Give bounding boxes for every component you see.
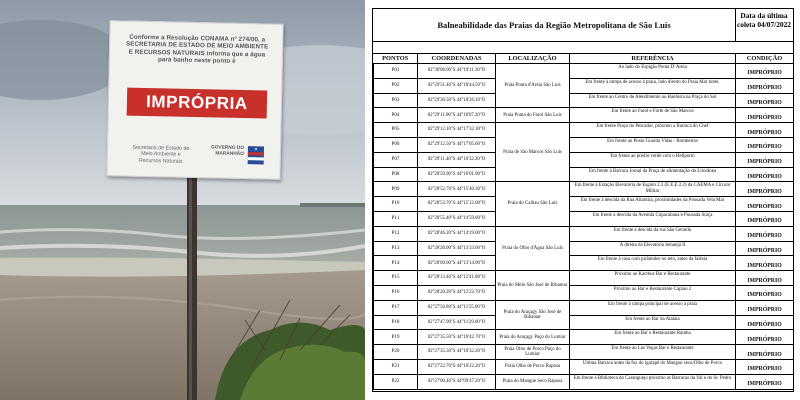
reference-cell: Em frente ao Farol e Forte de São Marcos xyxy=(570,108,736,123)
point-cell: P19 xyxy=(374,330,418,345)
point-cell: P22 xyxy=(374,374,418,389)
condition-cell: IMPRÓPRIO xyxy=(736,137,794,152)
coordinates-cell: 02°27'22.70"S 44°10'22.20"O xyxy=(418,359,496,374)
condition-cell: IMPRÓPRIO xyxy=(736,197,794,212)
coordinates-cell: 02°28'13.40"S 44°12'41.80"O xyxy=(418,271,496,286)
location-cell: Praia Olho de Porco Raposa xyxy=(496,359,570,374)
table-row xyxy=(374,330,794,345)
condition-cell: IMPRÓPRIO xyxy=(736,359,794,374)
coordinates-cell: 02°28'20.00"S 44°13'33.60"O xyxy=(418,241,496,256)
coordinates-cell: 02°27'50.80"S 44°11'55.00"O xyxy=(418,300,496,315)
reference-cell: Em frente à descida da Avenida Copacabana e Pousada Suíça xyxy=(570,211,736,226)
coordinates-cell: 02°27'35.50"S 44°10'42.70"O xyxy=(418,330,496,345)
coordinates-cell: 02°28'00.00"S 44°13'14.90"O xyxy=(418,256,496,271)
government-logo xyxy=(206,141,267,168)
location-cell: Praia do Meio São José de Ribamar xyxy=(496,271,570,301)
location-cell: Praia Olho de Porco Paço do Lumiar xyxy=(496,345,570,360)
reference-cell: Em frente ao Centro de Atendimento ao Banhista na Praça do Sol xyxy=(570,93,736,108)
table-header-row xyxy=(374,54,794,64)
point-cell: P08 xyxy=(374,167,418,182)
coordinates-cell: 02°29'12.50"S 44°17'05.60"O xyxy=(418,137,496,152)
last-collection-date: Data da última coleta 04/07/2022 xyxy=(737,11,791,29)
reference-cell: Em frente ao Las Vegas Bar e Restaurante xyxy=(570,345,736,360)
point-cell: P05 xyxy=(374,123,418,138)
table-row xyxy=(374,152,794,167)
point-cell: P12 xyxy=(374,226,418,241)
table-row xyxy=(374,271,794,286)
location-cell: Praia do Araçagy São José de Ribamar xyxy=(496,300,570,330)
point-cell: P04 xyxy=(374,108,418,123)
condition-cell: IMPRÓPRIO xyxy=(736,241,794,256)
reference-cell: Ao lado do Espigão Ponta D' Areia xyxy=(570,64,736,79)
balneability-table xyxy=(373,54,794,390)
coordinates-cell: 02°29'11.40"S 44°16'32.20"O xyxy=(418,152,496,167)
table-row xyxy=(374,226,794,241)
point-cell: P15 xyxy=(374,271,418,286)
point-cell: P10 xyxy=(374,197,418,212)
point-cell: P17 xyxy=(374,300,418,315)
maranhao-flag-icon xyxy=(246,144,266,166)
table-row xyxy=(374,78,794,93)
location-cell: Praia Ponta do Farol São Luís xyxy=(496,108,570,123)
point-cell: P02 xyxy=(374,78,418,93)
point-cell: P07 xyxy=(374,152,418,167)
reference-cell: Em frente à rampa principal de acesso à praia xyxy=(570,300,736,315)
col-header-coordinates: COORDENADAS xyxy=(418,54,496,64)
point-cell: P06 xyxy=(374,137,418,152)
condition-cell: IMPRÓPRIO xyxy=(736,167,794,182)
sign-notice-text: Conforme a Resolução CONAMA nº 274/00, a SECRETARIA DE ESTADO DE MEIO AMBIENTE E RECURSOS NATURAIS informa que a água para banho neste ponto é xyxy=(125,33,269,66)
condition-cell: IMPRÓPRIO xyxy=(736,374,794,389)
point-cell: P01 xyxy=(374,64,418,79)
government-logo-text: GOVERNO DO MARANHÃO xyxy=(210,145,245,157)
coordinates-cell: 02°28'53.70"S 44°15'12.60"O xyxy=(418,197,496,212)
location-cell: Praia Ponta d'Areia São Luís xyxy=(496,64,570,108)
point-cell: P14 xyxy=(374,256,418,271)
reference-cell: À direita da Elevatória Iemanjá II xyxy=(570,241,736,256)
col-header-condition: CONDIÇÃO xyxy=(736,54,794,64)
condition-cell: IMPRÓPRIO xyxy=(736,300,794,315)
coordinates-cell: 02°28'59.90"S 44°16'01.90"O xyxy=(418,167,496,182)
coordinates-cell: 02°28'55.40"S 44°14'59.60"O xyxy=(418,211,496,226)
header-spacer xyxy=(373,41,793,54)
coordinates-cell: 02°29'12.10"S 44°17'32.30"O xyxy=(418,123,496,138)
table-row xyxy=(374,167,794,182)
col-header-reference: REFERÊNCIA xyxy=(570,54,736,64)
condition-cell: IMPRÓPRIO xyxy=(736,256,794,271)
reference-cell: Em frente à descida da rua São Geraldo xyxy=(570,226,736,241)
point-cell: P11 xyxy=(374,211,418,226)
location-cell: Praia do Araçagy Paço do Lumiar xyxy=(496,330,570,345)
beach-photo xyxy=(0,0,365,400)
location-cell: Praia de São Marcos São Luís xyxy=(496,123,570,182)
point-cell: P16 xyxy=(374,285,418,300)
table-row xyxy=(374,256,794,271)
reference-cell: Próximo ao Kacthus Bar e Restaurante xyxy=(570,271,736,286)
point-cell: P13 xyxy=(374,241,418,256)
coordinates-cell: 02°30'08.00"S 44°19'11.30"O xyxy=(418,64,496,79)
condition-cell: IMPRÓPRIO xyxy=(736,123,794,138)
point-cell: P09 xyxy=(374,182,418,197)
condition-cell: IMPRÓPRIO xyxy=(736,285,794,300)
location-cell: Praia do Mangue Seco Raposa xyxy=(496,374,570,389)
table-row xyxy=(374,93,794,108)
warning-sign xyxy=(106,20,283,180)
condition-cell: IMPRÓPRIO xyxy=(736,93,794,108)
coordinates-cell: 02°28'52.70"S 44°15'40.30"O xyxy=(418,182,496,197)
condition-cell: IMPRÓPRIO xyxy=(736,226,794,241)
condition-cell: IMPRÓPRIO xyxy=(736,152,794,167)
table-row xyxy=(374,137,794,152)
location-cell: Praia do Olho d'Água São Luís xyxy=(496,226,570,270)
reference-cell: Em frente ao Posto Guarda Vidas - Bombeiros xyxy=(570,137,736,152)
reference-cell: Última Barraca antes da foz do igarapé do Mangue seco/Olho de Porco xyxy=(570,359,736,374)
point-cell: P18 xyxy=(374,315,418,330)
condition-cell: IMPRÓPRIO xyxy=(736,330,794,345)
coordinates-cell: 02°28'46.20"S 44°14'19.00"O xyxy=(418,226,496,241)
sign-secretariat-text: Secretaria de Estado de Meio Ambiente e Recursos Naturais xyxy=(132,144,190,165)
reference-cell: Em frente ao Bar e Restaurante Rainha xyxy=(570,330,736,345)
reference-cell: Em frente à Biblioteca do Caranguejo próximo as Barracas da Val e do Sr. Pedro xyxy=(570,374,736,389)
reference-cell: Em frente à Barraca Jornal da Praça de alimentação do Litorânea xyxy=(570,167,736,182)
condition-cell: IMPRÓPRIO xyxy=(736,271,794,286)
coordinates-cell: 02°29'11.00"S 44°18'07.20"O xyxy=(418,108,496,123)
coordinates-cell: 02°28'20.20"S 44°12'22.70"O xyxy=(418,285,496,300)
table-row xyxy=(374,345,794,360)
sign-status-label: IMPRÓPRIA xyxy=(127,88,268,119)
table-row xyxy=(374,197,794,212)
condition-cell: IMPRÓPRIO xyxy=(736,78,794,93)
reference-cell: Em frente à Estação Elevatória de Esgoto 2.2 (E.E.E 2.2) da CAEMA e Círculo Militar xyxy=(570,182,736,197)
reference-cell: Em frente ao Bar da Atalaia xyxy=(570,315,736,330)
coordinates-cell: 02°27'35.50"S 44°10'32.20"O xyxy=(418,345,496,360)
table-body xyxy=(374,64,794,390)
coordinates-cell: 02°27'00.40"S 44°09'47.20"O xyxy=(418,374,496,389)
col-header-location: LOCALIZAÇÃO xyxy=(496,54,570,64)
reference-cell: Próximo ao Bar e Restaurante Capiau 2 xyxy=(570,285,736,300)
coordinates-cell: 02°29'30.50"S 44°18'26.10"O xyxy=(418,93,496,108)
condition-cell: IMPRÓPRIO xyxy=(736,108,794,123)
condition-cell: IMPRÓPRIO xyxy=(736,315,794,330)
table-row xyxy=(374,182,794,197)
reference-cell: Em frente à casa com pirâmides no teto, antes da falésia xyxy=(570,256,736,271)
coordinates-cell: 02°29'51.40"S 44°18'44.50"O xyxy=(418,78,496,93)
col-header-points: PONTOS xyxy=(374,54,418,64)
table-row xyxy=(374,359,794,374)
table-row xyxy=(374,211,794,226)
reference-cell: Em frente à descida da Rua Altamira, proximidades da Pousada Vela Mar xyxy=(570,197,736,212)
balneability-report xyxy=(372,8,794,392)
point-cell: P20 xyxy=(374,345,418,360)
report-title: Balneabilidade das Praias da Região Metropolitana de São Luís xyxy=(373,9,736,41)
coordinates-cell: 02°27'47.90"S 44°11'29.00"O xyxy=(418,315,496,330)
reference-cell: Em frente ao prédio verde com o Heliporto xyxy=(570,152,736,167)
report-header xyxy=(373,9,793,42)
table-row xyxy=(374,374,794,389)
table-row xyxy=(374,123,794,138)
point-cell: P21 xyxy=(374,359,418,374)
reference-cell: Em frente Praça do Pescador, próximo a Barraca do Chef xyxy=(570,123,736,138)
condition-cell: IMPRÓPRIO xyxy=(736,345,794,360)
condition-cell: IMPRÓPRIO xyxy=(736,64,794,79)
table-row xyxy=(374,64,794,79)
table-row xyxy=(374,315,794,330)
location-cell: Praia do Calhau São Luís xyxy=(496,182,570,226)
condition-cell: IMPRÓPRIO xyxy=(736,182,794,197)
point-cell: P03 xyxy=(374,93,418,108)
condition-cell: IMPRÓPRIO xyxy=(736,211,794,226)
table-row xyxy=(374,108,794,123)
table-row xyxy=(374,241,794,256)
table-row xyxy=(374,300,794,315)
reference-cell: Em frente à rampa de acesso à praia, lado direito do Praia Mar hotel. xyxy=(570,78,736,93)
table-row xyxy=(374,285,794,300)
